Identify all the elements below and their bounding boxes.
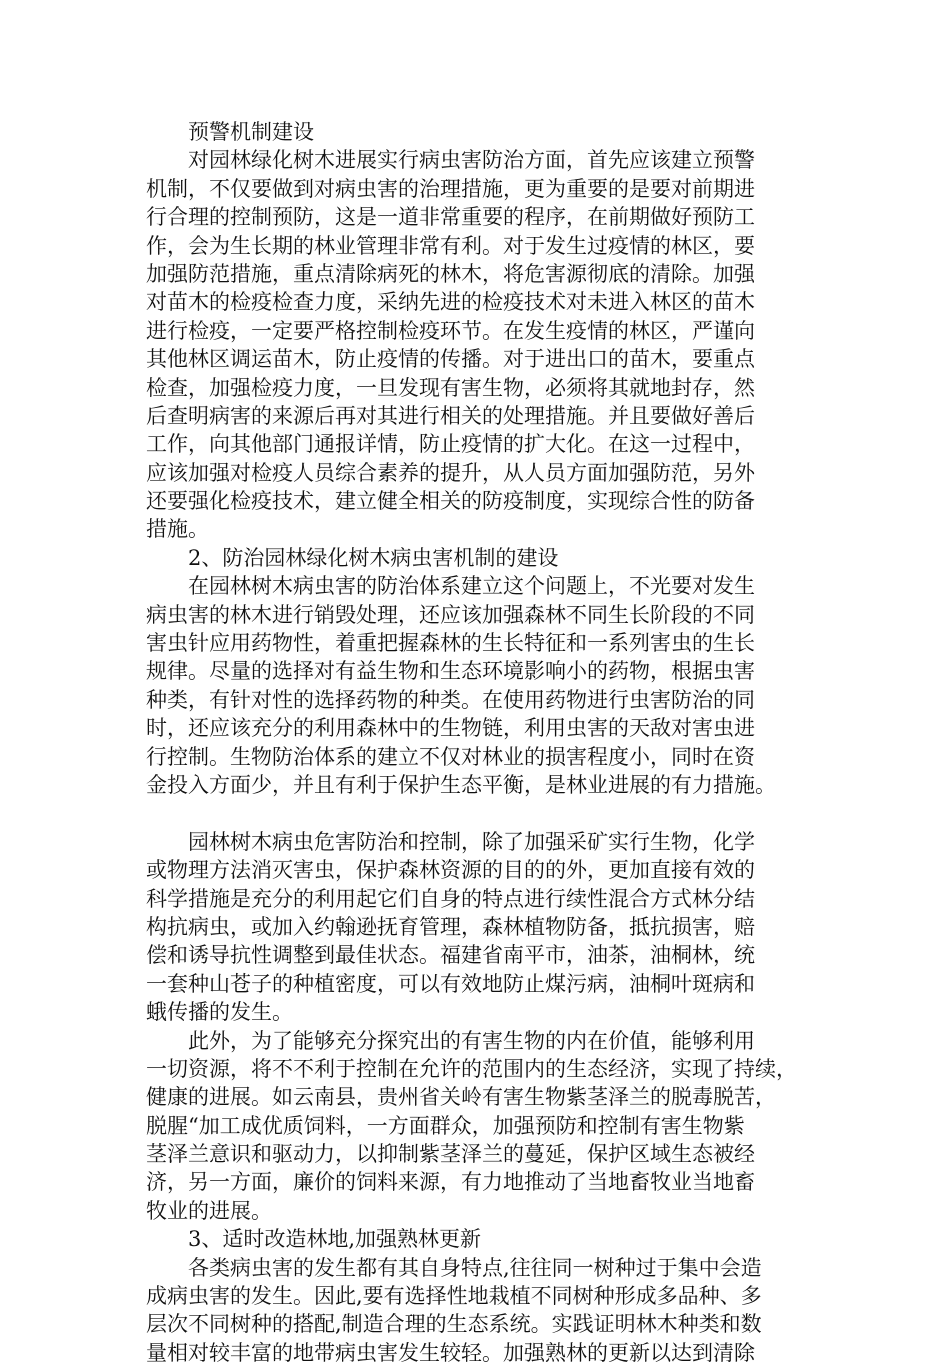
document-page <box>146 118 806 1367</box>
text-line: 应该加强对检疫人员综合素养的提升，从人员方面加强防范，另外 <box>146 460 755 485</box>
text-line: 进行检疫，一定要严格控制检疫环节。在发生疫情的林区，严谨向 <box>146 318 755 343</box>
text-line: 病虫害的林木进行销毁处理，还应该加强森林不同生长阶段的不同 <box>146 602 755 627</box>
text-line: 3、适时改造林地,加强熟林更新 <box>188 1227 482 1252</box>
text-line: 偿和诱导抗性调整到最佳状态。福建省南平市，油茶，油桐林，统 <box>146 943 755 968</box>
text-line: 措施。 <box>146 517 209 542</box>
text-line: 脱腥“加工成优质饲料，一方面群众，加强预防和控制有害生物紫 <box>146 1113 745 1138</box>
text-line: 行合理的控制预防，这是一道非常重要的程序，在前期做好预防工 <box>146 205 755 230</box>
text-line: 时，还应该充分的利用森林中的生物链，利用虫害的天敌对害虫进 <box>146 716 755 741</box>
text-line: 工作，向其他部门通报详情，防止疫情的扩大化。在这一过程中， <box>146 432 755 457</box>
text-line: 健康的进展。如云南县，贵州省关岭有害生物紫茎泽兰的脱毒脱苦， <box>146 1085 776 1110</box>
text-line: 检查，加强检疫力度，一旦发现有害生物，必须将其就地封存，然 <box>146 375 755 400</box>
text-line: 对园林绿化树木进展实行病虫害防治方面，首先应该建立预警 <box>188 148 755 173</box>
text-line: 金投入方面少，并且有利于保护生态平衡，是林业进展的有力措施。 <box>146 772 776 797</box>
text-line: 机制，不仅要做到对病虫害的治理措施，更为重要的是要对前期进 <box>146 176 755 201</box>
text-line: 后查明病害的来源后再对其进行相关的处理措施。并且要做好善后 <box>146 403 755 428</box>
text-line: 其他林区调运苗木，防止疫情的传播。对于进出口的苗木，要重点 <box>146 347 755 372</box>
text-line: 构抗病虫，或加入约翰逊抚育管理，森林植物防备，抵抗损害，赔 <box>146 914 755 939</box>
text-line: 牧业的进展。 <box>146 1198 272 1223</box>
text-line: 害虫针应用药物性，着重把握森林的生长特征和一系列害虫的生长 <box>146 631 755 656</box>
text-line: 茎泽兰意识和驱动力，以抑制紫茎泽兰的蔓延，保护区域生态被经 <box>146 1142 755 1167</box>
text-line: 还要强化检疫技术，建立健全相关的防疫制度，实现综合性的防备 <box>146 489 755 514</box>
text-line: 济，另一方面，廉价的饲料来源，有力地推动了当地畜牧业当地畜 <box>146 1170 755 1195</box>
text-line: 加强防范措施，重点清除病死的林木，将危害源彻底的清除。加强 <box>146 261 755 286</box>
text-line: 一套种山苍子的种植密度，可以有效地防止煤污病，油桐叶斑病和 <box>146 971 755 996</box>
text-line: 规律。尽量的选择对有益生物和生态环境影响小的药物，根据虫害 <box>146 659 755 684</box>
text-line: 在园林树木病虫害的防治体系建立这个问题上，不光要对发生 <box>188 574 755 599</box>
text-line: 对苗木的检疫检查力度，采纳先进的检疫技术对未进入林区的苗木 <box>146 290 755 315</box>
blank-line <box>146 799 806 827</box>
text-line: 层次不同树种的搭配,制造合理的生态系统。实践证明林木种类和数 <box>146 1312 762 1337</box>
text-line: 量相对较丰富的地带病虫害发生较轻。加强熟林的更新以达到清除 <box>146 1340 755 1365</box>
text-line: 或物理方法消灭害虫，保护森林资源的目的的外，更加直接有效的 <box>146 858 755 883</box>
text-line: 2、防治园林绿化树木病虫害机制的建设 <box>188 545 559 570</box>
text-line: 此外，为了能够充分探究出的有害生物的内在价值，能够利用 <box>188 1028 755 1053</box>
text-line: 蛾传播的发生。 <box>146 1000 293 1025</box>
text-line: 作，会为生长期的林业管理非常有利。对于发生过疫情的林区，要 <box>146 233 755 258</box>
text-line: 科学措施是充分的利用起它们自身的特点进行续性混合方式林分结 <box>146 886 755 911</box>
text-line: 预警机制建设 <box>188 120 314 144</box>
text-line: 园林树木病虫危害防治和控制，除了加强采矿实行生物，化学 <box>188 829 755 854</box>
text-line: 各类病虫害的发生都有其自身特点,往往同一树种过于集中会造 <box>188 1255 762 1280</box>
text-line: 一切资源，将不不利于控制在允许的范围内的生态经济，实现了持续， <box>146 1056 797 1081</box>
text-line: 种类，有针对性的选择药物的种类。在使用药物进行虫害防治的同 <box>146 687 755 712</box>
text-line: 成病虫害的发生。因此,要有选择性地栽植不同树种形成多品种、多 <box>146 1284 762 1309</box>
text-line: 行控制。生物防治体系的建立不仅对林业的损害程度小，同时在资 <box>146 744 755 769</box>
